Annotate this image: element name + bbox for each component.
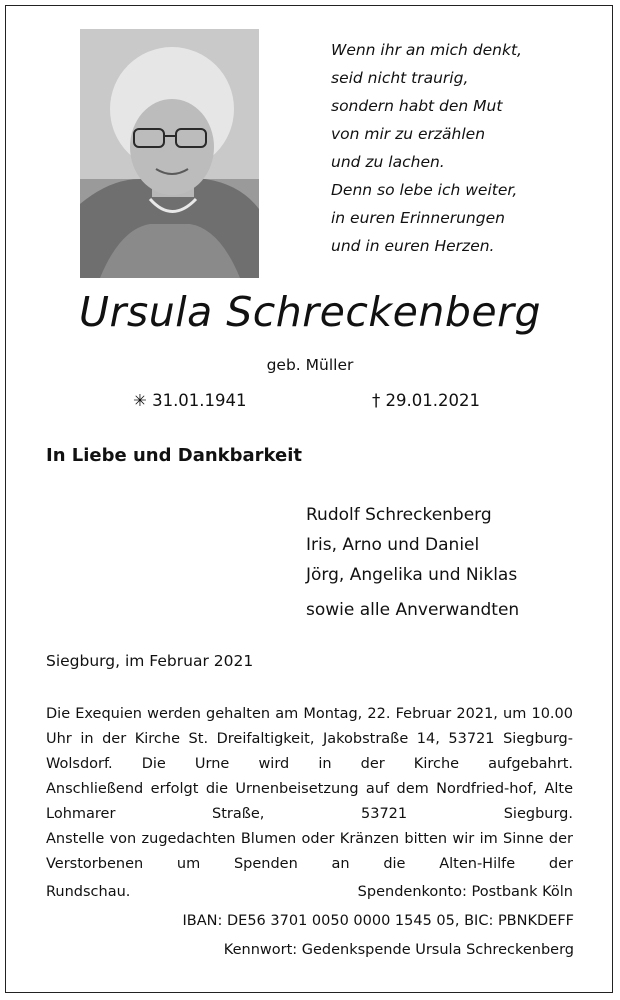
poem-line: in euren Erinnerungen: [331, 209, 505, 227]
maiden-name: geb. Müller: [266, 356, 354, 374]
poem-line: Denn so lebe ich weiter,: [331, 181, 518, 199]
mourner-name: Jörg, Angelika und Niklas: [306, 565, 518, 585]
poem-line: seid nicht traurig,: [331, 69, 469, 87]
poem-line: von mir zu erzählen: [331, 125, 486, 143]
donation-paragraph-end: Rundschau.: [46, 884, 131, 900]
poem-line: und zu lachen.: [331, 153, 445, 171]
poem-line: Wenn ihr an mich denkt,: [331, 41, 522, 59]
keyword-line: Kennwort: Gedenkspende Ursula Schreckenberg: [223, 942, 574, 958]
donation-row: [46, 884, 573, 900]
poem-line: und in euren Herzen.: [331, 237, 495, 255]
thanks-heading: In Liebe und Dankbarkeit: [46, 445, 303, 466]
donation-account: Spendenkonto: Postbank Köln: [357, 884, 573, 900]
mourners-list: [306, 500, 517, 590]
deceased-name: Ursula Schreckenberg: [78, 288, 542, 336]
mourner-name: Iris, Arno und Daniel: [306, 535, 480, 555]
poem-line: sondern habt den Mut: [331, 97, 503, 115]
burial-paragraph: Anschließend erfolgt die Urnenbeisetzung auf dem Nordfried-hof, Alte Lohmarer Straße, 53721 Siegburg.: [46, 781, 573, 822]
relatives-line: sowie alle Anverwandten: [306, 600, 520, 620]
mourner-name: Rudolf Schreckenberg: [306, 505, 492, 525]
funeral-details: [46, 702, 573, 877]
place-date: Siegburg, im Februar 2021: [46, 652, 254, 670]
birth-date: ✳ 31.01.1941: [133, 391, 247, 410]
iban-line: IBAN: DE56 3701 0050 0000 1545 05, BIC: PBNKDEFF: [182, 913, 574, 929]
donation-paragraph: Anstelle von zugedachten Blumen oder Kränzen bitten wir im Sinne der Verstorbenen um Spenden an die Alten-Hilfe der: [46, 831, 573, 872]
death-date: † 29.01.2021: [372, 391, 480, 410]
portrait-photo: [80, 29, 259, 278]
poem: [331, 36, 601, 260]
funeral-paragraph: Die Exequien werden gehalten am Montag, 22. Februar 2021, um 10.00 Uhr in der Kirche St. Dreifaltigkeit, Jakobstraße 14, 53721 Siegburg-Wolsdorf. Die Urne wird in der Kirche aufgebahrt.: [46, 706, 573, 772]
